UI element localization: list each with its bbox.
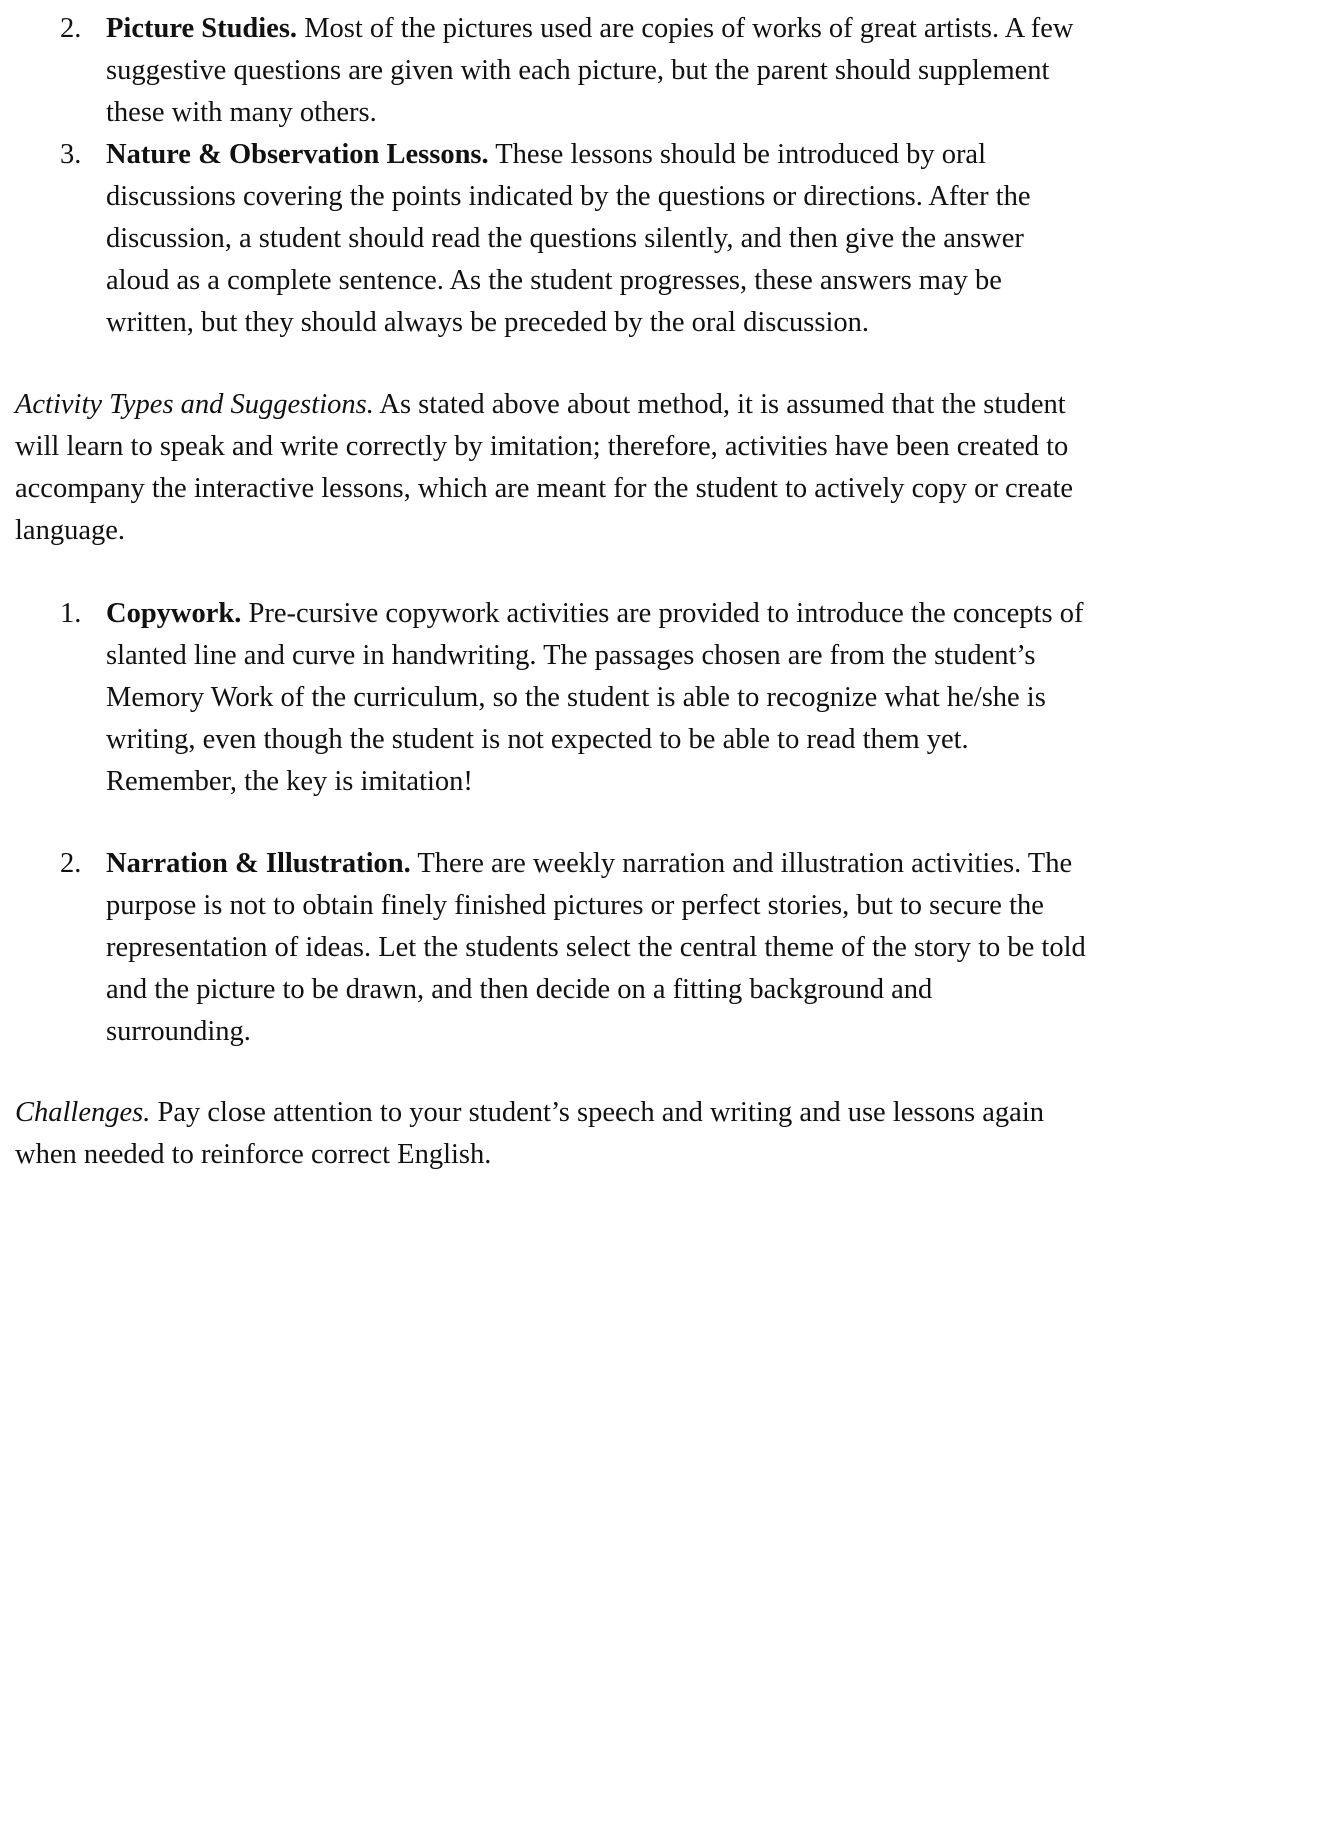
list-number: 1.: [60, 598, 82, 629]
text-line: purpose is not to obtain finely finished pictures or perfect stories, but to secure the: [106, 890, 1044, 921]
text-line: these with many others.: [106, 97, 377, 128]
text-line: language.: [15, 515, 125, 546]
list-number: 3.: [60, 139, 82, 170]
text-line: surrounding.: [106, 1016, 251, 1047]
list-number: 2.: [60, 13, 82, 44]
text-line: Pay close attention to your student’s speech and writing and use lessons again: [150, 1097, 1044, 1128]
text-line: suggestive questions are given with each picture, but the parent should supplement: [106, 55, 1050, 86]
text-line: and the picture to be drawn, and then decide on a fitting background and: [106, 974, 933, 1005]
text-line: writing, even though the student is not expected to be able to read them yet.: [106, 724, 969, 755]
list-number: 2.: [60, 848, 82, 879]
text-line: written, but they should always be preceded by the oral discussion.: [106, 307, 869, 338]
text-line: Remember, the key is imitation!: [106, 766, 473, 797]
text-line: There are weekly narration and illustration activities. The: [410, 848, 1073, 879]
text-line: aloud as a complete sentence. As the student progresses, these answers may be: [106, 265, 1002, 296]
paragraph-label: Activity Types and Suggestions.: [15, 389, 374, 420]
list-item-line: [106, 843, 1072, 885]
text-line: Memory Work of the curriculum, so the student is able to recognize what he/she is: [106, 682, 1046, 713]
text-line: when needed to reinforce correct English.: [15, 1139, 492, 1170]
list-item-heading: Nature & Observation Lessons.: [106, 139, 489, 170]
list-item-heading: Picture Studies.: [106, 13, 298, 44]
text-line: Pre-cursive copywork activities are provided to introduce the concepts of: [241, 598, 1084, 629]
paragraph-line: [15, 1092, 1044, 1134]
text-line: As stated above about method, it is assumed that the student: [373, 389, 1066, 420]
text-line: accompany the interactive lessons, which are meant for the student to actively copy or create: [15, 473, 1074, 504]
list-item-line: [106, 8, 1074, 50]
paragraph-line: [15, 384, 1066, 426]
text-line: These lessons should be introduced by oral: [488, 139, 987, 170]
list-item-heading: Narration & Illustration.: [106, 848, 411, 879]
text-line: slanted line and curve in handwriting. The passages chosen are from the student’s: [106, 640, 1036, 671]
text-line: representation of ideas. Let the students select the central theme of the story to be told: [106, 932, 1086, 963]
text-line: discussions covering the points indicated by the questions or directions. After the: [106, 181, 1031, 212]
list-item-line: [106, 593, 1083, 635]
text-line: Most of the pictures used are copies of works of great artists. A few: [297, 13, 1074, 44]
text-line: discussion, a student should read the questions silently, and then give the answer: [106, 223, 1024, 254]
list-item-line: [106, 134, 986, 176]
paragraph-label: Challenges.: [15, 1097, 151, 1128]
text-line: will learn to speak and write correctly by imitation; therefore, activities have been created to: [15, 431, 1069, 462]
list-item-heading: Copywork.: [106, 598, 242, 629]
